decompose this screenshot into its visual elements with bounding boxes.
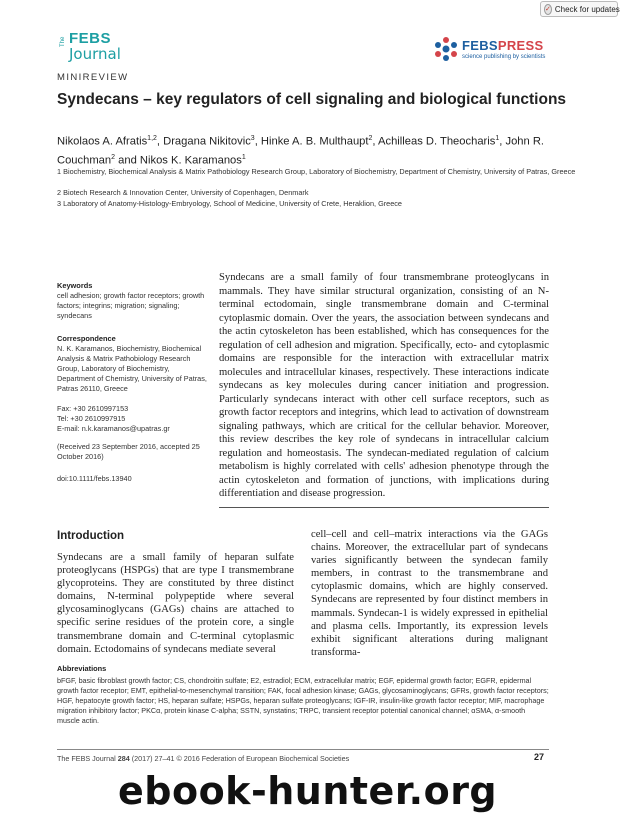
article-type: MINIREVIEW: [57, 72, 129, 83]
update-check-icon: ✓: [544, 4, 552, 15]
affiliation-3: 3 Laboratory of Anatomy-Histology-Embryology, School of Medicine, University of Crete, Heraklion, Greece: [57, 199, 402, 208]
author-affiliation-mark: 1: [495, 135, 500, 142]
logo-the: The: [60, 36, 66, 47]
febs-press-dots-icon: [433, 36, 459, 62]
author-list: [57, 131, 577, 168]
check-for-updates-label: Check for updates: [554, 4, 620, 14]
logo-journal: Journal: [69, 45, 121, 63]
author-affiliation-mark: 2: [368, 135, 373, 142]
author-affiliation-mark: 2: [111, 153, 116, 161]
author-separator: ,: [254, 135, 261, 148]
affiliation-1: 1 Biochemistry, Biochemical Analysis & Matrix Pathobiology Research Group, Laboratory of Biochemistry, Department of Chemistry, University of Patras, Greece: [57, 167, 576, 176]
author-name: Hinke A. B. Multhaupt: [260, 135, 369, 148]
email-link[interactable]: E-mail: n.k.karamanos@upatras.gr: [57, 424, 170, 433]
author-name: Nikos K. Karamanos: [139, 154, 242, 167]
page-number: 27: [534, 752, 545, 762]
author-affiliation-mark: 1: [241, 153, 246, 161]
keywords-heading: Keywords: [57, 281, 93, 290]
author-separator: ,: [156, 135, 164, 148]
fax-text: Fax: +30 2610997153: [57, 404, 129, 413]
correspondence-heading: Correspondence: [57, 334, 116, 343]
abstract: [219, 271, 549, 508]
footer-divider: [57, 749, 549, 750]
abstract-text: Syndecans are a small family of four transmembrane proteoglycans in mammals. They have similar structural organization, consisting of an N-terminal ectodomain, single transmembrane domain and C-terminal cytoplasmic domain. Over the years, the association between syndecans and the actin cytoskeleton has been established, which has consequences for the regulation of cell adhesion and migration. Specifically, ecto- and cytoplasmic domains are responsible for the interaction with extracellular matrix molecules and intracellular kinases, respectively. These interactions indicate syndecans as key molecules during cancer initiation and progression. Particularly syndecans interact with other cell surface receptors, such as growth factor receptors and integrins, which lead to activation of downstream signaling pathways, which are critical for the cellular behavior. Moreover, this review describes the key role of syndecans in intracellular calcium regulation and homeostasis. The syndecan-mediated regulation of calcium metabolism is highly correlated with cells' adhesion phenotype through the actin cytoskeleton and formation of junctions, with implications during differentiation and disease progression.: [219, 272, 549, 499]
check-for-updates-button[interactable]: [540, 1, 618, 17]
article-title: Syndecans – key regulators of cell signaling and biological functions: [57, 91, 567, 108]
author-name: John R. Couchman: [57, 135, 545, 167]
author-separator: ,: [372, 135, 379, 148]
author-name: Nikolaos A. Afratis: [57, 135, 148, 148]
press-tagline: science publishing by scientists: [462, 54, 546, 60]
introduction-left-column: Syndecans are a small family of heparan sulfate proteoglycans (HSPGs) that are type I transmembrane glycoproteins. They are constituted by three distinct domains, N-terminal polypeptide where several glycosaminoglycans (GAGs) chains are attached to specific serine residues of the protein core, a single transmembrane domain and C-terminal cytoplasmic domain. Ectodomains of syndecans mediate several: [57, 552, 294, 655]
abbreviations-heading: Abbreviations: [57, 664, 107, 673]
footer-citation: The FEBS Journal 284 (2017) 27–41 © 2016 Federation of European Biochemical Societies: [57, 754, 350, 763]
author-affiliation-mark: 1,2: [147, 135, 157, 142]
introduction-right-column: cell–cell and cell–matrix interactions via the GAGs chains. Moreover, the extracellular part of syndecans varies significantly between the syndecan family members, in contrast to the transmembrane and cytoplasmic domains, which are highly conserved. Syndecans are represented by four distinct members in mammals. Syndecan-1 is widely expressed in epithelial and plasma cells. Importantly, its expression levels exhibit significant alterations during malignant transforma-: [311, 529, 548, 658]
febs-press-logo: [433, 36, 583, 66]
author-separator: ,: [499, 135, 506, 148]
correspondence-text: N. K. Karamanos, Biochemistry, Biochemical Analysis & Matrix Pathobiology Research Group, Laboratory of Biochemistry, Department of Chemistry, University of Patras, Patras 26110, Greece: [57, 344, 207, 393]
keywords-text: cell adhesion; growth factor receptors; growth factors; integrins; migration; signaling; syndecans: [57, 291, 205, 320]
febs-journal-logo: [60, 30, 138, 64]
tel-text: Tel: +30 2610997915: [57, 414, 126, 423]
affiliation-2: 2 Biotech Research & Innovation Center, University of Copenhagen, Denmark: [57, 188, 309, 197]
press-name: FEBSPRESS: [462, 38, 544, 53]
author-separator: and: [115, 154, 140, 167]
author-name: Dragana Nikitovic: [163, 135, 251, 148]
doi-link[interactable]: doi:10.1111/febs.13940: [57, 474, 132, 483]
logo-febs: FEBS: [69, 30, 112, 47]
watermark: ebook-hunter.org: [118, 769, 498, 813]
author-name: Achilleas D. Theocharis: [378, 135, 496, 148]
abbreviations-text: bFGF, basic fibroblast growth factor; CS, chondroitin sulfate; E2, estradiol; ECM, extracellular matrix; EGF, epidermal growth factor; EGFR, epidermal growth factor receptor; EMT, epithelial-to-mesenchymal transition; FAK, focal adhesion kinase; GAGs, glycosaminoglycans; GFRs, growth factor receptors; HGF, hepatocyte growth factor; HS, heparan sulfate; HSPGs, heparan sulfate proteoglycans; IGF-IR, insulin-like growth factor receptor; MIF, macrophage migration inhibitory factor; PKCα, protein kinase C-alpha; SSTN, synstatins; TRPC, transient receptor potential canonical channel; αSMA, α-smooth muscle actin.: [57, 676, 549, 725]
introduction-heading: Introduction: [57, 530, 125, 542]
received-dates: (Received 23 September 2016, accepted 25 October 2016): [57, 442, 200, 461]
author-affiliation-mark: 3: [250, 135, 255, 142]
